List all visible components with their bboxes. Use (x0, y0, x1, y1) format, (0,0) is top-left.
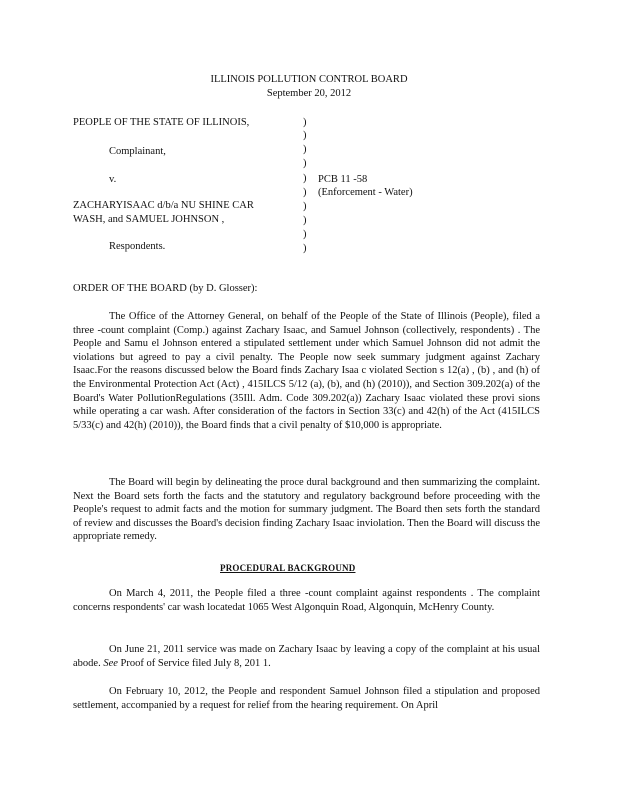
caption-paren: ) (303, 130, 307, 141)
paragraph-text: On February 10, 2012, the People and respondent Samuel Johnson filed a stipulation and proposed settlement, accompanied by a request for relief from the hearing requirement. On April (73, 686, 540, 711)
caption-paren: ) (303, 215, 307, 226)
paragraph-text: The Board will begin by delineating the proce dural background and then summarizing the complaint. Next the Board sets forth the facts and the statutory and regulatory background before proceeding with the People's request to admit facts and the motion for summary judgment. The Board then sets forth the standard of review and discusses the Board's decision finding Zachary Isaac inviolation. Then the Board will discuss the appropriate remedy. (73, 477, 540, 543)
board-name: ILLINOIS POLLUTION CONTROL BOARD (210, 74, 408, 85)
section-heading: PROCEDURAL BACKGROUND (220, 563, 356, 573)
caption-paren: ) (303, 173, 307, 184)
case-number: PCB 11 -58 (318, 174, 368, 185)
paragraph-text: The Office of the Attorney General, on behalf of the People of the State of Illinois (People), filed a three -count complaint (Comp.) against Zachary Isaac, and Samuel Johnson (collectively, respondents) . The People and Samu el Johnson entered a stipulated settlement under which Samuel Johnson did not admit the violations but agreed to pay a civil penalty. The People now seek summary judgment against Zachary Isaac.For the reasons discussed below the Board finds Zachary Isaa c violated Section s 12(a) , (b) , and (h) of the Environmental Protection Act (Act) , 415ILCS 5/12 (a), (b), and (h) (2010)), and Section 309.202(a) of the Board's Water PollutionRegulations (35Ill. Adm. Code 309.202(a)) Zachary Isaac violated these provi sions while operating a car wash. After consideration of the factors in Section 33(c) and 42(h) of the Act (415ILCS 5/33(c) and 42(h) (2010)), the Board finds that a civil penalty of $10,000 is appropriate. (73, 311, 540, 431)
caption-paren: ) (303, 229, 307, 240)
caption-complainant: Complainant, (109, 146, 166, 157)
caption-respondent-line2: WASH, and SAMUEL JOHNSON , (73, 214, 225, 225)
see-signal: See (103, 657, 118, 669)
paragraph-text: On June 21, 2011 service was made on Zachary Isaac by leaving a copy of the complaint at his usual abode. (73, 644, 540, 669)
caption-paren: ) (303, 144, 307, 155)
paragraph-text: On March 4, 2011, the People filed a three -count complaint against respondents . The complaint concerns respondents' car wash locatedat 1065 West Algonquin Road, Algonquin, McHenry County. (73, 588, 540, 613)
caption-paren: ) (303, 158, 307, 169)
order-title: ORDER OF THE BOARD (by D. Glosser): (73, 283, 258, 294)
body-paragraph (73, 310, 540, 432)
case-type: (Enforcement - Water) (318, 187, 413, 198)
caption-respondent-line1: ZACHARYISAAC d/b/a NU SHINE CAR (73, 200, 254, 211)
caption-paren: ) (303, 117, 307, 128)
caption-respondents: Respondents. (109, 241, 166, 252)
order-date: September 20, 2012 (266, 88, 352, 99)
body-paragraph (73, 476, 540, 544)
body-paragraph (73, 587, 540, 614)
caption-plaintiff: PEOPLE OF THE STATE OF ILLINOIS, (73, 117, 250, 128)
body-paragraph (73, 643, 540, 670)
caption-versus: v. (109, 174, 117, 185)
caption-paren: ) (303, 201, 307, 212)
proof-of-service-text: Proof of Service filed July 8, 201 1. (120, 657, 271, 669)
caption-paren: ) (303, 187, 307, 198)
caption-paren: ) (303, 243, 307, 254)
body-paragraph (73, 685, 540, 712)
